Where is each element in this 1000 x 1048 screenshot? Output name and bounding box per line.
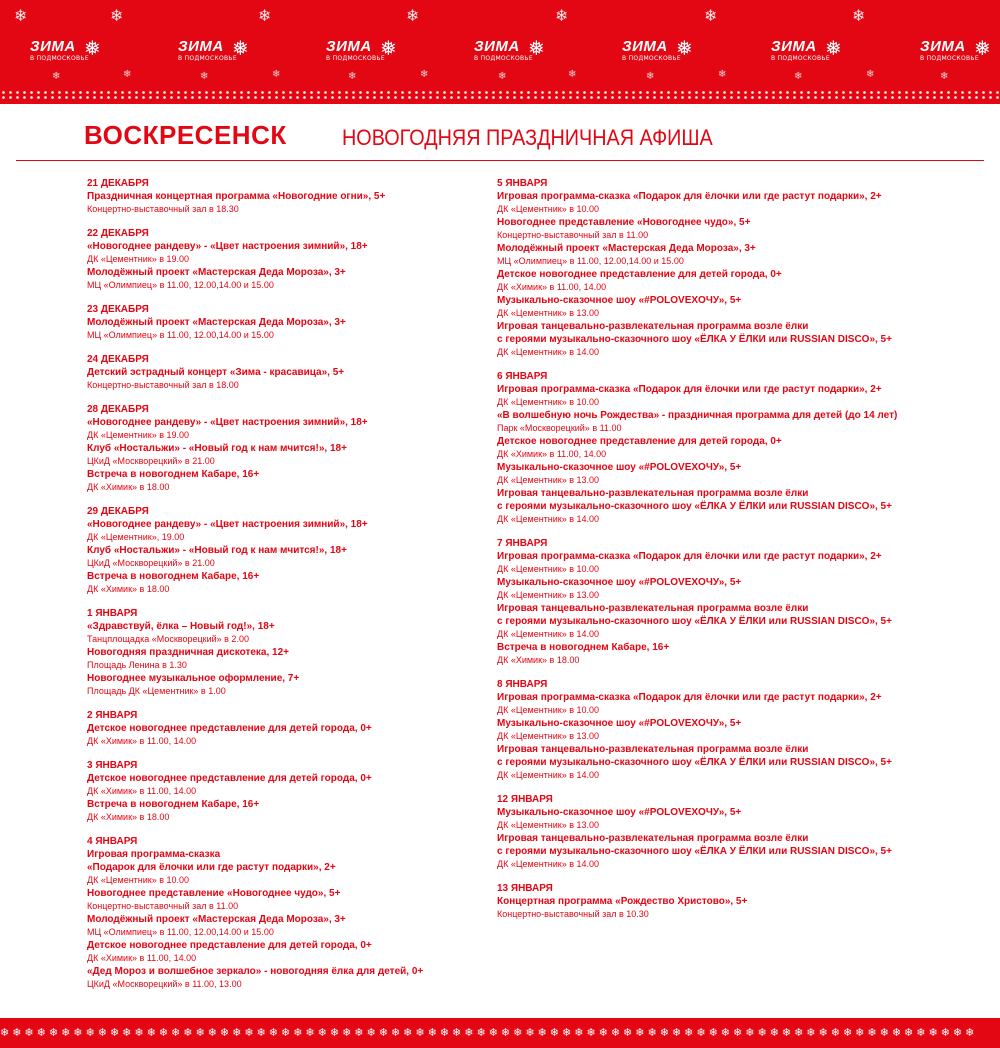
event-venue: ДК «Химик» в 18.00 <box>497 655 580 665</box>
event-venue: ДК «Цементник» в 19.00 <box>87 430 190 440</box>
snowflake-icon: ❄ <box>794 71 803 82</box>
event-venue: ДК «Цементник» в 10.00 <box>87 875 190 885</box>
header-divider <box>16 160 984 161</box>
event-venue: Концертно-выставочный зал в 18.00 <box>87 380 239 390</box>
snowflake-icon: ❄ <box>718 69 727 80</box>
snowflake-border: ❄❄❄❄❄❄❄❄❄❄❄❄❄❄❄❄❄❄❄❄❄❄❄❄❄❄❄❄❄❄❄❄❄❄❄❄❄❄❄❄❄❄❄❄❄❄❄❄❄❄❄❄❄❄❄❄❄❄❄❄❄❄❄❄❄❄❄❄❄❄❄❄❄❄❄❄❄❄❄❄ <box>0 1026 978 1039</box>
day-date: 3 ЯНВАРЯ <box>87 760 138 771</box>
snowflake-icon: ❄ <box>940 71 949 82</box>
event-venue: ЦКиД «Москворецкий» в 21.00 <box>87 456 215 466</box>
event-venue: Концертно-выставочный зал в 11.00 <box>87 901 239 911</box>
brand-logo <box>318 38 418 68</box>
event-venue: ЦКиД «Москворецкий» в 11.00, 13.00 <box>87 979 242 989</box>
day-date: 29 ДЕКАБРЯ <box>87 506 149 517</box>
snowflake-icon: ❄ <box>420 69 429 80</box>
event-venue: ДК «Химик» в 11.00, 14.00 <box>497 282 607 292</box>
event-title: Молодёжный проект «Мастерская Деда Мороза», 3+ <box>87 914 346 925</box>
event-title: Музыкально-сказочное шоу «#POLOVEXOЧУ», 5+ <box>497 577 742 588</box>
brand-logo-word: ЗИМА <box>474 38 520 55</box>
event-title: Детский эстрадный концерт «Зима - красавица», 5+ <box>87 367 345 378</box>
event-title: Детское новогоднее представление для детей города, 0+ <box>497 269 782 280</box>
event-venue: ДК «Цементник» в 14.00 <box>497 514 600 524</box>
event-venue: ДК «Цементник» в 13.00 <box>497 731 600 741</box>
event-venue: ДК «Цементник» в 10.00 <box>497 204 600 214</box>
event-venue: ДК «Цементник» в 19.00 <box>87 254 190 264</box>
day-block <box>87 403 477 494</box>
event-title: Игровая программа-сказка «Подарок для ёлочки или где растут подарки», 2+ <box>497 551 882 562</box>
event-title: с героями музыкально-сказочного шоу «ЁЛКА У ЁЛКИ или RUSSIAN DISCO», 5+ <box>497 757 892 768</box>
day-date: 13 ЯНВАРЯ <box>497 883 553 894</box>
schedule-column-right <box>497 177 977 932</box>
brand-logo <box>912 38 1000 68</box>
event-venue: ДК «Химик» в 18.00 <box>87 482 170 492</box>
snowflake-icon: ❄ <box>866 69 875 80</box>
event-venue: ДК «Химик» в 18.00 <box>87 584 170 594</box>
day-date: 22 ДЕКАБРЯ <box>87 228 149 239</box>
day-block <box>87 835 477 991</box>
day-date: 23 ДЕКАБРЯ <box>87 304 149 315</box>
event-venue: Танцплощадка «Москворецкий» в 2.00 <box>87 634 249 644</box>
event-title: «Новогоднее рандеву» - «Цвет настроения зимний», 18+ <box>87 417 368 428</box>
brand-logo <box>170 38 270 68</box>
snowflake-icon: ❅ <box>84 36 101 60</box>
event-venue: ДК «Цементник» в 14.00 <box>497 859 600 869</box>
event-title: Новогодняя праздничная дискотека, 12+ <box>87 647 289 658</box>
day-date: 28 ДЕКАБРЯ <box>87 404 149 415</box>
day-date: 1 ЯНВАРЯ <box>87 608 138 619</box>
day-block <box>497 882 977 921</box>
day-block <box>497 537 977 667</box>
event-title: «В волшебную ночь Рождества» - праздничная программа для детей (до 14 лет) <box>497 410 898 421</box>
event-venue: ДК «Химик» в 11.00, 14.00 <box>87 786 197 796</box>
event-title: Игровая танцевально-развлекательная программа возле ёлки <box>497 321 809 332</box>
event-title: Игровая танцевально-развлекательная программа возле ёлки <box>497 744 809 755</box>
event-venue: ДК «Цементник» в 10.00 <box>497 564 600 574</box>
snowflake-icon: ❄ <box>200 71 209 82</box>
event-venue: МЦ «Олимпиец» в 11.00, 12.00,14.00 и 15.00 <box>87 927 274 937</box>
event-venue: ДК «Цементник» в 13.00 <box>497 308 600 318</box>
event-title: Детское новогоднее представление для детей города, 0+ <box>87 940 372 951</box>
snowflake-icon: ❅ <box>232 36 249 60</box>
event-title: Молодёжный проект «Мастерская Деда Мороза», 3+ <box>87 317 346 328</box>
event-venue: ЦКиД «Москворецкий» в 21.00 <box>87 558 215 568</box>
brand-logo-subtitle: В ПОДМОСКОВЬЕ <box>30 55 89 62</box>
event-title: Встреча в новогоднем Кабаре, 16+ <box>87 799 260 810</box>
event-title: Встреча в новогоднем Кабаре, 16+ <box>497 642 670 653</box>
event-venue: ДК «Цементник» в 10.00 <box>497 397 600 407</box>
event-title: Клуб «Ностальжи» - «Новый год к нам мчится!», 18+ <box>87 443 347 454</box>
event-title: Концертная программа «Рождество Христово», 5+ <box>497 896 748 907</box>
snowflake-icon: ❅ <box>974 36 991 60</box>
snowflake-icon: ❅ <box>528 36 545 60</box>
snowflake-icon: ❄ <box>14 6 28 25</box>
event-venue: ДК «Цементник» в 13.00 <box>497 475 600 485</box>
event-title: с героями музыкально-сказочного шоу «ЁЛКА У ЁЛКИ или RUSSIAN DISCO», 5+ <box>497 334 892 345</box>
event-venue: Концертно-выставочный зал в 18.30 <box>87 204 239 214</box>
day-block <box>87 505 477 596</box>
brand-logo <box>22 38 122 68</box>
event-title: с героями музыкально-сказочного шоу «ЁЛКА У ЁЛКИ или RUSSIAN DISCO», 5+ <box>497 846 892 857</box>
event-title: Праздничная концертная программа «Новогодние огни», 5+ <box>87 191 386 202</box>
brand-logo <box>614 38 714 68</box>
day-block <box>497 370 977 526</box>
event-title: Игровая танцевально-развлекательная программа возле ёлки <box>497 488 809 499</box>
event-title: Музыкально-сказочное шоу «#POLOVEXOЧУ», 5+ <box>497 807 742 818</box>
event-title: Игровая программа-сказка «Подарок для ёлочки или где растут подарки», 2+ <box>497 384 882 395</box>
snowflake-icon: ❄ <box>110 6 124 25</box>
brand-logo-subtitle: В ПОДМОСКОВЬЕ <box>771 55 830 62</box>
event-title: Новогоднее представление «Новогоднее чудо», 5+ <box>497 217 751 228</box>
brand-logo-subtitle: В ПОДМОСКОВЬЕ <box>178 55 237 62</box>
snowflake-icon: ❄ <box>123 69 132 80</box>
day-block <box>87 303 477 342</box>
event-venue: Парк «Москворецкий» в 11.00 <box>497 423 622 433</box>
event-title: Музыкально-сказочное шоу «#POLOVEXOЧУ», 5+ <box>497 295 742 306</box>
event-title: Игровая танцевально-развлекательная программа возле ёлки <box>497 833 809 844</box>
event-title: «Новогоднее рандеву» - «Цвет настроения зимний», 18+ <box>87 241 368 252</box>
day-date: 12 ЯНВАРЯ <box>497 794 553 805</box>
snowflake-icon: ❄ <box>555 6 569 25</box>
day-block <box>87 353 477 392</box>
event-title: Встреча в новогоднем Кабаре, 16+ <box>87 469 260 480</box>
event-title: с героями музыкально-сказочного шоу «ЁЛКА У ЁЛКИ или RUSSIAN DISCO», 5+ <box>497 616 892 627</box>
snowflake-icon: ❅ <box>676 36 693 60</box>
event-title: Молодёжный проект «Мастерская Деда Мороза», 3+ <box>497 243 756 254</box>
page-subtitle: НОВОГОДНЯЯ ПРАЗДНИЧНАЯ АФИША <box>342 125 713 150</box>
brand-logo <box>466 38 566 68</box>
snowflake-icon: ❅ <box>380 36 397 60</box>
brand-logo-word: ЗИМА <box>920 38 966 55</box>
event-venue: Площадь ДК «Цементник» в 1.00 <box>87 686 226 696</box>
event-title: «Дед Мороз и волшебное зеркало» - новогодняя ёлка для детей, 0+ <box>87 966 424 977</box>
event-title: Детское новогоднее представление для детей города, 0+ <box>87 723 372 734</box>
event-venue: ДК «Цементник» в 14.00 <box>497 629 600 639</box>
event-title: Игровая программа-сказка «Подарок для ёлочки или где растут подарки», 2+ <box>497 692 882 703</box>
event-venue: ДК «Химик» в 11.00, 14.00 <box>87 736 197 746</box>
event-title: Детское новогоднее представление для детей города, 0+ <box>87 773 372 784</box>
event-title: Детское новогоднее представление для детей города, 0+ <box>497 436 782 447</box>
event-venue: ДК «Цементник» в 14.00 <box>497 770 600 780</box>
event-title: «Подарок для ёлочки или где растут подарки», 2+ <box>87 862 336 873</box>
day-date: 8 ЯНВАРЯ <box>497 679 548 690</box>
event-title: Игровая программа-сказка «Подарок для ёлочки или где растут подарки», 2+ <box>497 191 882 202</box>
day-date: 6 ЯНВАРЯ <box>497 371 548 382</box>
brand-logo-word: ЗИМА <box>326 38 372 55</box>
day-block <box>87 607 477 698</box>
event-title: «Новогоднее рандеву» - «Цвет настроения зимний», 18+ <box>87 519 368 530</box>
day-block <box>497 678 977 782</box>
event-venue: ДК «Цементник» в 13.00 <box>497 820 600 830</box>
brand-logo-subtitle: В ПОДМОСКОВЬЕ <box>326 55 385 62</box>
day-block <box>497 793 977 871</box>
snowflake-icon: ❄ <box>498 71 507 82</box>
event-venue: Концертно-выставочный зал в 10.30 <box>497 909 649 919</box>
brand-logo-word: ЗИМА <box>178 38 224 55</box>
event-venue: ДК «Цементник» в 10.00 <box>497 705 600 715</box>
snowflake-icon: ❄ <box>704 6 718 25</box>
brand-logo-subtitle: В ПОДМОСКОВЬЕ <box>474 55 533 62</box>
event-title: «Здравствуй, ёлка – Новый год!», 18+ <box>87 621 275 632</box>
event-venue: МЦ «Олимпиец» в 11.00, 12.00,14.00 и 15.00 <box>87 280 274 290</box>
top-banner <box>0 0 1000 104</box>
day-block <box>87 759 477 824</box>
event-title: Игровая танцевально-развлекательная программа возле ёлки <box>497 603 809 614</box>
day-date: 7 ЯНВАРЯ <box>497 538 548 549</box>
page-title: ВОСКРЕСЕНСК <box>84 120 287 150</box>
schedule-column-left <box>87 177 477 1002</box>
event-venue: Площадь Ленина в 1.30 <box>87 660 187 670</box>
snowflake-icon: ❄ <box>852 6 866 25</box>
event-title: с героями музыкально-сказочного шоу «ЁЛКА У ЁЛКИ или RUSSIAN DISCO», 5+ <box>497 501 892 512</box>
day-block <box>497 177 977 359</box>
day-block <box>87 177 477 216</box>
event-venue: ДК «Химик» в 11.00, 14.00 <box>87 953 197 963</box>
event-venue: Концертно-выставочный зал в 11.00 <box>497 230 649 240</box>
brand-logo-subtitle: В ПОДМОСКОВЬЕ <box>622 55 681 62</box>
day-date: 4 ЯНВАРЯ <box>87 836 138 847</box>
day-date: 2 ЯНВАРЯ <box>87 710 138 721</box>
day-date: 21 ДЕКАБРЯ <box>87 178 149 189</box>
snowflake-icon: ❄ <box>348 71 357 82</box>
event-title: Новогоднее музыкальное оформление, 7+ <box>87 673 300 684</box>
day-date: 5 ЯНВАРЯ <box>497 178 548 189</box>
brand-logo <box>763 38 863 68</box>
snowflake-icon: ❄ <box>568 69 577 80</box>
brand-logo-word: ЗИМА <box>622 38 668 55</box>
day-block <box>87 709 477 748</box>
event-title: Молодёжный проект «Мастерская Деда Мороза», 3+ <box>87 267 346 278</box>
event-venue: МЦ «Олимпиец» в 11.00, 12.00,14.00 и 15.00 <box>87 330 274 340</box>
event-venue: ДК «Цементник» в 14.00 <box>497 347 600 357</box>
snowflake-icon: ❄ <box>646 71 655 82</box>
day-block <box>87 227 477 292</box>
event-title: Игровая программа-сказка <box>87 849 221 860</box>
day-date: 24 ДЕКАБРЯ <box>87 354 149 365</box>
event-venue: ДК «Химик» в 18.00 <box>87 812 170 822</box>
bottom-banner <box>0 1018 1000 1048</box>
event-venue: ДК «Цементник» в 13.00 <box>497 590 600 600</box>
event-title: Музыкально-сказочное шоу «#POLOVEXOЧУ», 5+ <box>497 462 742 473</box>
snowflake-icon: ❅ <box>825 36 842 60</box>
snowflake-icon: ❄ <box>406 6 420 25</box>
brand-logo-word: ЗИМА <box>771 38 817 55</box>
dot-border <box>0 90 1000 100</box>
event-venue: МЦ «Олимпиец» в 11.00, 12.00,14.00 и 15.00 <box>497 256 684 266</box>
brand-logo-word: ЗИМА <box>30 38 76 55</box>
snowflake-icon: ❄ <box>52 71 61 82</box>
event-venue: ДК «Химик» в 11.00, 14.00 <box>497 449 607 459</box>
snowflake-icon: ❄ <box>272 69 281 80</box>
brand-logo-subtitle: В ПОДМОСКОВЬЕ <box>920 55 979 62</box>
event-title: Новогоднее представление «Новогоднее чудо», 5+ <box>87 888 341 899</box>
event-venue: ДК «Цементник», 19.00 <box>87 532 185 542</box>
event-title: Встреча в новогоднем Кабаре, 16+ <box>87 571 260 582</box>
snowflake-icon: ❄ <box>258 6 272 25</box>
event-title: Клуб «Ностальжи» - «Новый год к нам мчится!», 18+ <box>87 545 347 556</box>
event-title: Музыкально-сказочное шоу «#POLOVEXOЧУ», 5+ <box>497 718 742 729</box>
